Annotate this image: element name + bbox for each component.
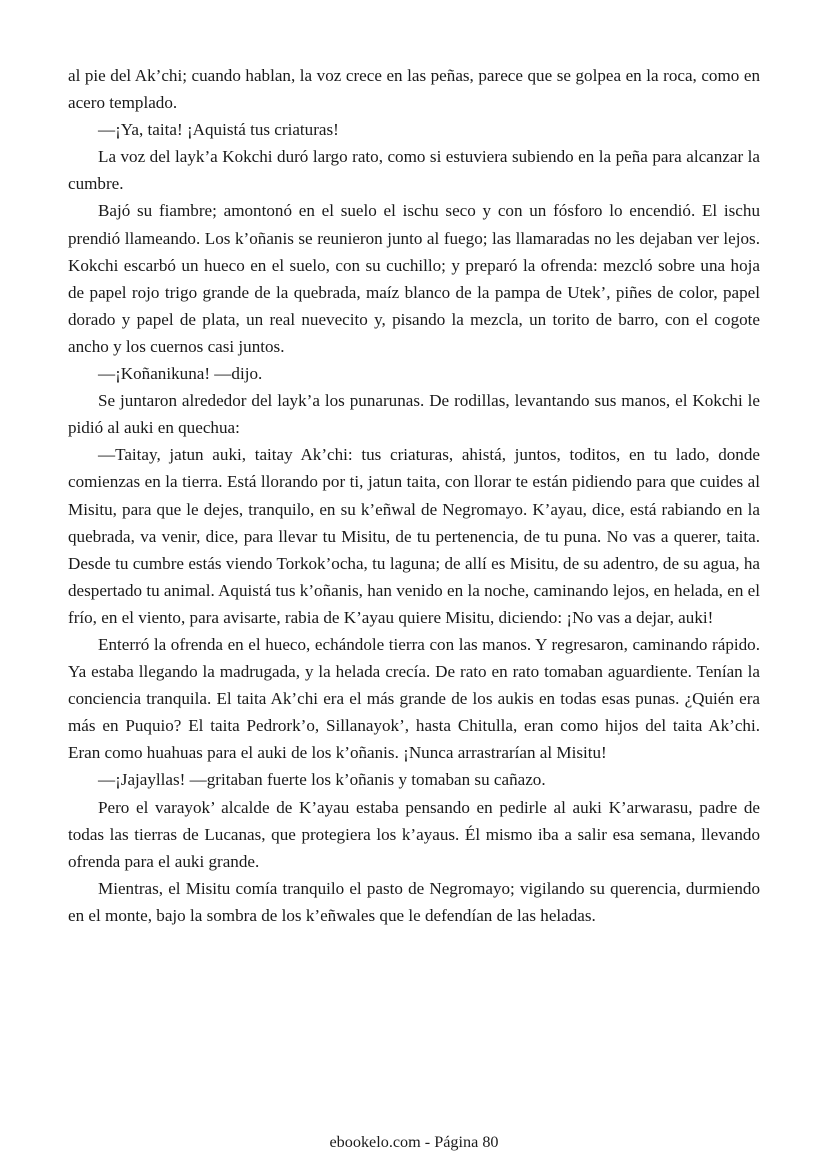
page-footer: ebookelo.com - Página 80 <box>329 1133 499 1151</box>
paragraph: Bajó su fiambre; amontonó en el suelo el ischu seco y con un fósforo lo encendió. El ischu prendió llameando. Los k’oñanis se reunieron junto al fuego; las llamaradas no les dejaban ver lejos. Kokchi escarbó un hueco en el suelo, con su cuchillo; y preparó la ofrenda: mezcló sobre una hoja de papel rojo trigo grande de la quebrada, maíz blanco de la pampa de Utek’, piñes de color, papel dorado y papel de plata, un real nuevecito y, pisando la mezcla, un torito de barro, con el cogote ancho y los cuernos casi juntos. <box>68 201 760 356</box>
paragraph: Enterró la ofrenda en el hueco, echándole tierra con las manos. Y regresaron, caminando rápido. Ya estaba llegando la madrugada, y la helada crecía. De rato en rato tomaban aguardiente. Tenían la conciencia tranquila. El taita Ak’chi era el más grande de los aukis en todas esas punas. ¿Quién era más en Puquio? El taita Pedrork’o, Sillanayok’, hasta Chitulla, eran como hijos del taita Ak’chi. Eran como huahuas para el auki de los k’oñanis. ¡Nunca arrastrarían al Misitu! <box>68 634 760 763</box>
paragraph: —¡Jajayllas! —gritaban fuerte los k’oñanis y tomaban su cañazo. <box>98 770 546 790</box>
paragraph: —¡Koñanikuna! —dijo. <box>98 364 263 384</box>
paragraph: Mientras, el Misitu comía tranquilo el pasto de Negromayo; vigilando su querencia, durmiendo en el monte, bajo la sombra de los k’eñwales que le defendían de las heladas. <box>68 878 760 925</box>
paragraph: Se juntaron alrededor del layk’a los punarunas. De rodillas, levantando sus manos, el Kokchi le pidió al auki en quechua: <box>68 391 760 438</box>
body-text-column <box>68 62 760 929</box>
paragraph: al pie del Ak’chi; cuando hablan, la voz crece en las peñas, parece que se golpea en la roca, como en acero templado. <box>68 66 760 113</box>
paragraph: —¡Ya, taita! ¡Aquistá tus criaturas! <box>98 120 339 140</box>
paragraph: —Taitay, jatun auki, taitay Ak’chi: tus criaturas, ahistá, juntos, toditos, en tu lado, donde comienzas en la tierra. Está llorando por ti, jatun taita, con llorar te están pidiendo para que cuides al Misitu, para que le dejes, tranquilo, en su k’eñwal de Negromayo. K’ayau, dice, está rabiando en la quebrada, va venir, dice, para llevar tu Misitu, de tu pertenencia, de tu puna. No vas a querer, taita. Desde tu cumbre estás viendo Torkok’ocha, tu laguna; de allí es Misitu, de su adentro, de su agua, ha despertado tu animal. Aquistá tus k’oñanis, han venido en la noche, caminando lejos, en helada, en el frío, en el viento, para avisarte, rabia de K’ayau quiere Misitu, diciendo: ¡No vas a dejar, auki! <box>68 445 760 627</box>
paragraph: La voz del layk’a Kokchi duró largo rato, como si estuviera subiendo en la peña para alcanzar la cumbre. <box>68 147 760 194</box>
paragraph: Pero el varayok’ alcalde de K’ayau estaba pensando en pedirle al auki K’arwarasu, padre de todas las tierras de Lucanas, que protegiera los k’ayaus. Él mismo iba a salir esa semana, llevando ofrenda para el auki grande. <box>68 797 760 871</box>
